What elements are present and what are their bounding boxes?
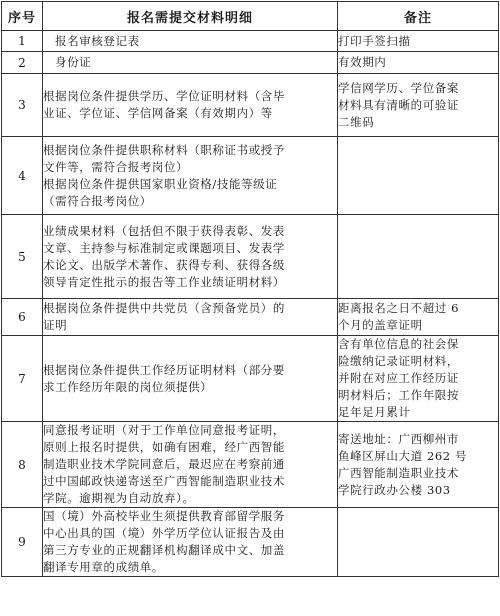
material-line: 第三方专业的正规翻译机构翻译成中文、加盖: [43, 543, 285, 557]
note-line: 鱼峰区屏山大道 262 号: [338, 448, 468, 463]
note-line: 学信网学历、学位备案: [338, 80, 459, 95]
row-number: 4: [2, 137, 43, 215]
material-line: 业绩成果材料（包括但不限于获得表彰、发表: [43, 223, 285, 238]
material-cell: [43, 52, 338, 74]
material-line: 原则上报名时提供，如确有困难，经广西智能: [43, 440, 285, 454]
row-number: 2: [2, 52, 43, 74]
row-number: 6: [2, 299, 43, 336]
note-line: 并附在对应工作经历证: [338, 371, 459, 385]
note-cell: [338, 31, 499, 52]
row-number: 9: [2, 508, 43, 577]
row-number: 5: [2, 215, 43, 299]
material-line: 翻译专用章的成绩单。: [43, 560, 164, 574]
material-line: 领导肯定性批示的报告等工作业绩证明材料）: [43, 274, 285, 289]
material-line: 身份证: [55, 55, 92, 69]
material-line: 制造职业技术学院同意后，最迟应在考察前通: [43, 457, 285, 471]
material-line: 根据岗位条件提供职称材料（职称证书或授予: [43, 142, 285, 157]
material-line: 根据岗位条件提供国家职业资格/技能等级证: [43, 176, 278, 191]
table-row: [2, 215, 499, 299]
row-number: 8: [2, 422, 43, 508]
note-line: 二维码: [338, 114, 375, 129]
material-line: 学院。逾期视为自动放弃）。: [43, 491, 195, 505]
note-cell: [338, 299, 499, 336]
table-row: [2, 31, 499, 52]
note-cell: [338, 74, 499, 137]
note-cell: [338, 52, 499, 74]
note-cell: [338, 137, 499, 215]
note-line: 足年足月累计: [338, 405, 411, 419]
header-num: 序号: [2, 2, 43, 31]
material-cell: [43, 215, 338, 299]
material-cell: [43, 31, 338, 52]
table-row: [2, 508, 499, 577]
row-number: 7: [2, 336, 43, 422]
note-cell: [338, 508, 499, 577]
materials-table: [1, 1, 499, 577]
header-note: 备注: [338, 2, 499, 31]
material-line: （需符合报考岗位）: [43, 193, 152, 208]
material-line: 报名审核登记表: [55, 33, 140, 48]
table-row: [2, 74, 499, 137]
material-line: 根据岗位条件提供工作经历证明材料（部分要: [43, 362, 285, 377]
table-row: [2, 299, 499, 336]
material-line: 根据岗位条件提供中共党员（含预备党员）的: [43, 301, 285, 315]
note-line: 个月的盖章证明: [338, 318, 423, 332]
material-line: 过中国邮政快递寄送至广西智能制造职业技术: [43, 474, 285, 488]
table-row: [2, 52, 499, 74]
note-line: 学院行政办公楼 303: [338, 482, 451, 497]
note-line: 有效期内: [338, 55, 387, 69]
note-line: 距离报名之日不超过 6: [338, 301, 460, 315]
material-line: 证明: [43, 318, 68, 332]
material-cell: [43, 508, 338, 577]
note-line: 广西智能制造职业技术: [338, 465, 459, 480]
material-line: 文章、主持参与标准制定或课题项目、发表学: [43, 240, 285, 255]
note-cell: [338, 336, 499, 422]
material-line: 文件等，需符合报考岗位）: [43, 159, 189, 174]
material-line: 同意报考证明（对于工作单位同意报考证明，: [43, 423, 285, 437]
table-row: [2, 422, 499, 508]
table-row: [2, 336, 499, 422]
material-cell: [43, 336, 338, 422]
material-line: 业证、学位证、学信网备案（有效期内）等: [43, 106, 273, 120]
material-cell: [43, 137, 338, 215]
material-line: 根据岗位条件提供学历、学位证明材料（含毕: [43, 89, 285, 103]
table-header-row: [2, 2, 499, 31]
material-line: 术论文、出版学术著作、获得专利、获得各级: [43, 257, 285, 272]
table-row: [2, 137, 499, 215]
note-line: 材料具有清晰的可验证: [338, 97, 459, 112]
note-cell: [338, 422, 499, 508]
material-line: 中心出具的国（境）外学历学位认证报告及由: [43, 526, 285, 540]
row-number: 1: [2, 31, 43, 52]
note-line: 险缴纳记录证明材料，: [338, 354, 459, 368]
note-line: 寄送地址：广西柳州市: [338, 431, 459, 446]
note-cell: [338, 215, 499, 299]
header-material: 报名需提交材料明细: [43, 2, 338, 31]
note-line: 明材料后；工作年限按: [338, 388, 459, 402]
material-cell: [43, 422, 338, 508]
material-line: 国（境）外高校毕业生须提供教育部留学服务: [43, 509, 285, 523]
material-cell: [43, 299, 338, 336]
row-number: 3: [2, 74, 43, 137]
note-line: 含有单位信息的社会保: [338, 337, 459, 351]
material-cell: [43, 74, 338, 137]
note-line: 打印手签扫描: [338, 33, 411, 48]
material-line: 求工作经历年限的岗位须提供）: [43, 379, 213, 394]
